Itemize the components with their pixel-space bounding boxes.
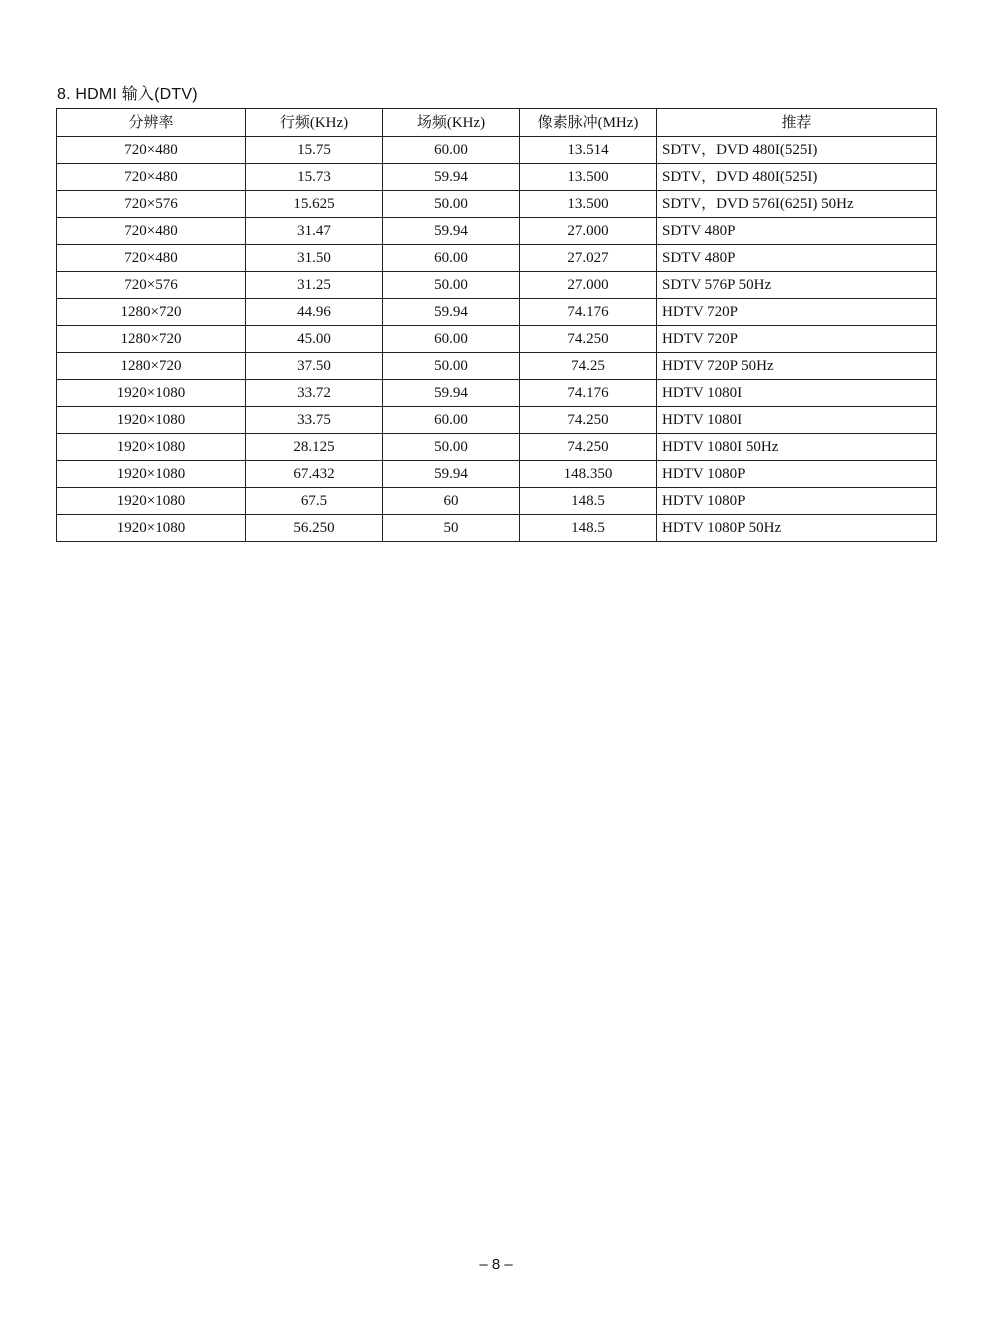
page-number: – 8 – — [479, 1256, 513, 1273]
cell-horizontal-frequency: 31.47 — [246, 218, 383, 245]
cell-horizontal-frequency: 33.72 — [246, 380, 383, 407]
cell-pixel-clock: 13.500 — [520, 164, 657, 191]
cell-horizontal-frequency: 15.73 — [246, 164, 383, 191]
cell-resolution: 1280×720 — [57, 353, 246, 380]
header-horizontal-frequency: 行频(KHz) — [246, 109, 383, 137]
cell-vertical-frequency: 60.00 — [383, 245, 520, 272]
table-row — [57, 461, 937, 488]
cell-resolution: 1920×1080 — [57, 515, 246, 542]
cell-vertical-frequency: 50.00 — [383, 353, 520, 380]
hdmi-timing-table — [56, 108, 937, 542]
cell-resolution: 1280×720 — [57, 299, 246, 326]
cell-horizontal-frequency: 15.75 — [246, 137, 383, 164]
table-row — [57, 218, 937, 245]
table-row — [57, 515, 937, 542]
cell-pixel-clock: 148.5 — [520, 488, 657, 515]
cell-horizontal-frequency: 28.125 — [246, 434, 383, 461]
cell-vertical-frequency: 50 — [383, 515, 520, 542]
cell-pixel-clock: 27.027 — [520, 245, 657, 272]
cell-pixel-clock: 27.000 — [520, 272, 657, 299]
cell-pixel-clock: 13.500 — [520, 191, 657, 218]
cell-resolution: 720×576 — [57, 191, 246, 218]
cell-pixel-clock: 148.5 — [520, 515, 657, 542]
table-header-row — [57, 109, 937, 137]
table-row — [57, 488, 937, 515]
table-row — [57, 299, 937, 326]
cell-vertical-frequency: 60.00 — [383, 407, 520, 434]
cell-recommended: HDTV 1080P 50Hz — [657, 515, 937, 542]
section-title: 8. HDMI 输入(DTV) — [57, 86, 198, 103]
cell-recommended: HDTV 720P 50Hz — [657, 353, 937, 380]
cell-horizontal-frequency: 15.625 — [246, 191, 383, 218]
cell-horizontal-frequency: 45.00 — [246, 326, 383, 353]
cell-vertical-frequency: 59.94 — [383, 380, 520, 407]
cell-pixel-clock: 148.350 — [520, 461, 657, 488]
cell-vertical-frequency: 60.00 — [383, 326, 520, 353]
cell-recommended: SDTV，DVD 480I(525I) — [657, 137, 937, 164]
cell-vertical-frequency: 60.00 — [383, 137, 520, 164]
cell-recommended: HDTV 1080I 50Hz — [657, 434, 937, 461]
cell-vertical-frequency: 60 — [383, 488, 520, 515]
header-vertical-frequency: 场频(KHz) — [383, 109, 520, 137]
cell-recommended: HDTV 1080P — [657, 461, 937, 488]
cell-horizontal-frequency: 37.50 — [246, 353, 383, 380]
cell-recommended: SDTV 480P — [657, 245, 937, 272]
cell-vertical-frequency: 59.94 — [383, 461, 520, 488]
cell-resolution: 1920×1080 — [57, 407, 246, 434]
cell-resolution: 1920×1080 — [57, 488, 246, 515]
cell-pixel-clock: 74.25 — [520, 353, 657, 380]
cell-recommended: HDTV 1080I — [657, 407, 937, 434]
cell-horizontal-frequency: 56.250 — [246, 515, 383, 542]
cell-recommended: HDTV 720P — [657, 326, 937, 353]
table-row — [57, 164, 937, 191]
cell-vertical-frequency: 59.94 — [383, 218, 520, 245]
cell-resolution: 720×480 — [57, 218, 246, 245]
cell-resolution: 720×480 — [57, 245, 246, 272]
cell-resolution: 1280×720 — [57, 326, 246, 353]
cell-resolution: 1920×1080 — [57, 380, 246, 407]
cell-recommended: SDTV 480P — [657, 218, 937, 245]
cell-recommended: SDTV，DVD 576I(625I) 50Hz — [657, 191, 937, 218]
cell-resolution: 1920×1080 — [57, 461, 246, 488]
table-row — [57, 137, 937, 164]
table-row — [57, 245, 937, 272]
cell-resolution: 720×480 — [57, 137, 246, 164]
cell-horizontal-frequency: 31.50 — [246, 245, 383, 272]
cell-vertical-frequency: 59.94 — [383, 299, 520, 326]
cell-recommended: HDTV 1080P — [657, 488, 937, 515]
table-row — [57, 326, 937, 353]
cell-horizontal-frequency: 67.432 — [246, 461, 383, 488]
table-row — [57, 434, 937, 461]
table-row — [57, 272, 937, 299]
table-row — [57, 353, 937, 380]
cell-vertical-frequency: 59.94 — [383, 164, 520, 191]
cell-resolution: 1920×1080 — [57, 434, 246, 461]
cell-recommended: SDTV，DVD 480I(525I) — [657, 164, 937, 191]
header-recommended: 推荐 — [657, 109, 937, 137]
cell-horizontal-frequency: 33.75 — [246, 407, 383, 434]
table-row — [57, 407, 937, 434]
cell-recommended: SDTV 576P 50Hz — [657, 272, 937, 299]
cell-pixel-clock: 27.000 — [520, 218, 657, 245]
cell-vertical-frequency: 50.00 — [383, 434, 520, 461]
cell-resolution: 720×576 — [57, 272, 246, 299]
header-pixel-clock: 像素脉冲(MHz) — [520, 109, 657, 137]
cell-pixel-clock: 74.176 — [520, 380, 657, 407]
cell-pixel-clock: 74.176 — [520, 299, 657, 326]
cell-pixel-clock: 74.250 — [520, 434, 657, 461]
cell-vertical-frequency: 50.00 — [383, 191, 520, 218]
cell-recommended: HDTV 1080I — [657, 380, 937, 407]
cell-pixel-clock: 13.514 — [520, 137, 657, 164]
cell-resolution: 720×480 — [57, 164, 246, 191]
cell-pixel-clock: 74.250 — [520, 407, 657, 434]
cell-recommended: HDTV 720P — [657, 299, 937, 326]
cell-horizontal-frequency: 44.96 — [246, 299, 383, 326]
header-resolution: 分辨率 — [57, 109, 246, 137]
cell-pixel-clock: 74.250 — [520, 326, 657, 353]
cell-horizontal-frequency: 31.25 — [246, 272, 383, 299]
table-body — [57, 137, 937, 542]
table-row — [57, 380, 937, 407]
table-row — [57, 191, 937, 218]
cell-horizontal-frequency: 67.5 — [246, 488, 383, 515]
cell-vertical-frequency: 50.00 — [383, 272, 520, 299]
